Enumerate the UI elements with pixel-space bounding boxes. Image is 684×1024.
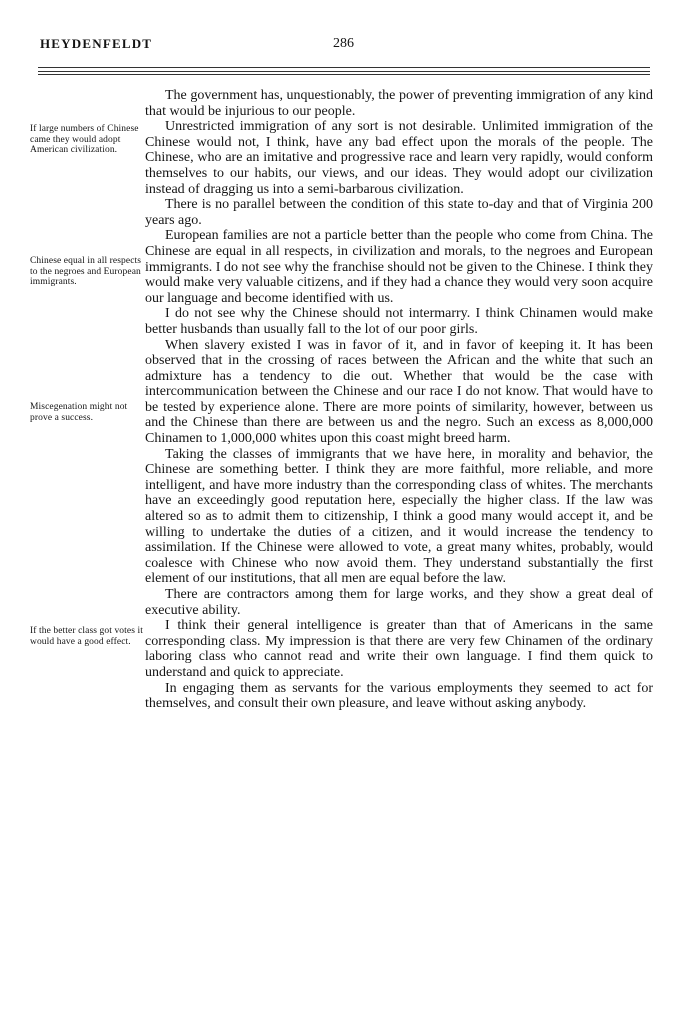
margin-note-miscegenation: Miscegenation might not prove a success. bbox=[30, 402, 128, 423]
page-header bbox=[0, 36, 684, 56]
paragraph-10: In engaging them as servants for the various employments they seemed to act for themselves, and consult their own pleasure, and leave without asking anybody. bbox=[145, 680, 653, 712]
running-title: HEYDENFELDT bbox=[40, 36, 153, 51]
header-rule-bottom bbox=[38, 74, 650, 75]
paragraph-4: European families are not a particle better than the people who come from China. The Chinese are equal in all respects, in civilization and morals, to the negroes and European immigrants. I do not see why the franchise should not be given to the Chinese. I think they would make very valuable citizens, and if they had a chance they would very soon acquire our language and become identified with us. bbox=[145, 228, 653, 306]
paragraph-6: When slavery existed I was in favor of it, and in favor of keeping it. It has been observed that in the crossing of races between the African and the white that such an admixture has a tendency to die out. Whether that would be the case with intercommunication between the Chinese and our race I do not know. That would have to be tested by experience alone. There are more points of similarity, however, between us and the Chinese than there are between us and the negro. Such an excess as 8,000,000 Chinamen to 1,000,000 whites upon this coast might breed harm. bbox=[145, 337, 653, 447]
paragraph-8: There are contractors among them for large works, and they show a great deal of executive ability. bbox=[145, 587, 653, 618]
page-number: 286 bbox=[333, 36, 354, 51]
paragraph-2: Unrestricted immigration of any sort is not desirable. Unlimited immigration of the Chinese would not, I think, have any bad effect upon the morals of the people. The Chinese, who are an imitative and progressive race and learn very rapidly, would conform themselves to our habits, our views, and our ideas. They would adopt our civilization instead of dragging us into a semi-barbarous civilization. bbox=[145, 119, 653, 197]
margin-note-adopt-civilization: If large numbers of Chinese came they would adopt American civilization. bbox=[30, 124, 139, 155]
paragraph-9: I think their general intelligence is greater than that of Americans in the same corresponding class. My impression is that there are very few Chinamen of the ordinary laboring class who cannot read and write their own language. I find them quick to understand and quick to appreciate. bbox=[145, 618, 653, 680]
body-text bbox=[145, 88, 653, 712]
paragraph-7: Taking the classes of immigrants that we have here, in morality and behavior, the Chinese are something better. I think they are more faithful, more reliable, and more intelligent, and have more industry than the corresponding class of whites. The merchants have an exceedingly good reputation here, especially the higher class. If the law was altered so as to admit them to citizenship, I think a good many would accept it, and be willing to undertake the duties of a citizen, and it would increase the tendency to assimilation. If the Chinese were allowed to vote, a great many whites, probably, would coalesce with Chinese who now avoid them. They understand substantially the first element of our institutions, that all men are equal before the law. bbox=[145, 446, 653, 587]
header-rule-middle bbox=[38, 71, 650, 72]
paragraph-1: The government has, unquestionably, the power of preventing immigration of any kind that would be injurious to our people. bbox=[145, 88, 653, 119]
paragraph-3: There is no parallel between the condition of this state to-day and that of Virginia 200 years ago. bbox=[145, 197, 653, 228]
paragraph-5: I do not see why the Chinese should not intermarry. I think Chinamen would make better husbands than usually fall to the lot of our poor girls. bbox=[145, 306, 653, 337]
header-rule-top bbox=[38, 67, 650, 68]
margin-note-better-class-votes: If the better class got votes it would have a good effect. bbox=[30, 626, 143, 647]
margin-note-chinese-equal: Chinese equal in all respects to the negroes and European immigrants. bbox=[30, 256, 142, 287]
